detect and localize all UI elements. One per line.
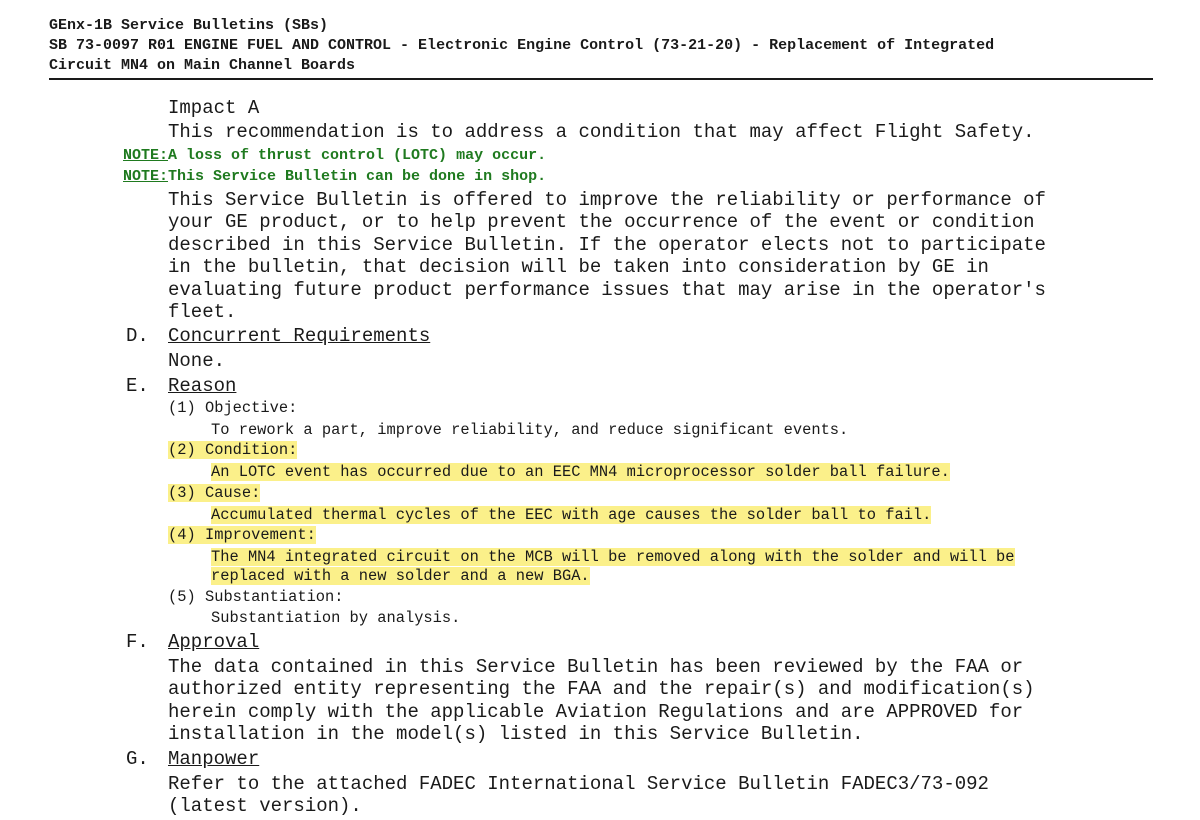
item-label: Substantiation: [204,588,344,606]
reason-objective-text: To rework a part, improve reliability, and reduce significant events. [211,421,849,439]
section-e-letter: E. [126,375,149,397]
highlighted-text: An LOTC event has occurred due to an EEC MN4 microprocessor solder ball failure. [211,463,950,481]
item-label: Cause: [204,484,261,502]
document-title: GEnx-1B Service Bulletins (SBs) [49,17,329,34]
approval-text-line: herein comply with the applicable Aviation Regulations and are APPROVED for [168,701,1024,723]
section-f-letter: F. [126,631,149,653]
note-label: NOTE: [123,168,169,185]
item-number: (5) [168,588,196,606]
offer-paragraph-line: evaluating future product performance issues that may arise in the operator's [168,279,1046,301]
reason-substantiation-heading [168,588,344,607]
section-d-text: None. [168,350,226,372]
bulletin-title-line-2: Circuit MN4 on Main Channel Boards [49,57,356,74]
header-divider [49,78,1153,80]
offer-paragraph-line: your GE product, or to help prevent the occurrence of the event or condition [168,211,1035,233]
manpower-text-line: (latest version). [168,795,362,817]
section-f-title: Approval [168,631,260,653]
highlighted-text: replaced with a new solder and a new BGA. [211,567,590,585]
impact-title: Impact A [168,97,260,119]
note-text: This Service Bulletin can be done in shop. [168,168,547,185]
offer-paragraph-line: described in this Service Bulletin. If the operator elects not to participate [168,234,1046,256]
reason-improvement-text [211,548,1015,567]
reason-substantiation-text: Substantiation by analysis. [211,609,461,627]
section-g-title: Manpower [168,748,260,770]
item-number: (2) [168,441,196,459]
section-g-letter: G. [126,748,149,770]
reason-objective-heading [168,399,297,418]
note-label: NOTE: [123,147,169,164]
approval-text-line: The data contained in this Service Bulletin has been reviewed by the FAA or [168,656,1024,678]
approval-text-line: authorized entity representing the FAA and the repair(s) and modification(s) [168,678,1035,700]
item-label: Condition: [204,441,298,459]
offer-paragraph-line: fleet. [168,301,237,323]
item-label: Improvement: [204,526,316,544]
item-number: (3) [168,484,196,502]
note-text: A loss of thrust control (LOTC) may occur. [168,147,547,164]
section-d-letter: D. [126,325,149,347]
note-lotc [123,146,546,165]
highlighted-text: Accumulated thermal cycles of the EEC with age causes the solder ball to fail. [211,506,932,524]
reason-improvement-heading [168,526,316,545]
approval-text-line: installation in the model(s) listed in this Service Bulletin. [168,723,864,745]
item-number: (1) [168,399,196,417]
item-label: Objective: [204,399,298,417]
reason-condition-heading [168,441,297,460]
impact-text: This recommendation is to address a condition that may affect Flight Safety. [168,121,1035,143]
note-shop [123,167,546,186]
section-e-title: Reason [168,375,237,397]
manpower-text-line: Refer to the attached FADEC International Service Bulletin FADEC3/73-092 [168,773,989,795]
highlighted-text: The MN4 integrated circuit on the MCB will be removed along with the solder and will be [211,548,1015,566]
item-number: (4) [168,526,196,544]
offer-paragraph-line: This Service Bulletin is offered to improve the reliability or performance of [168,189,1046,211]
offer-paragraph-line: in the bulletin, that decision will be taken into consideration by GE in [168,256,989,278]
reason-condition-text [211,463,950,482]
section-d-title: Concurrent Requirements [168,325,431,347]
reason-improvement-text [211,567,590,586]
document-header [49,16,1153,76]
reason-cause-heading [168,484,260,503]
reason-cause-text [211,506,931,525]
bulletin-title-line-1: SB 73-0097 R01 ENGINE FUEL AND CONTROL - Electronic Engine Control (73-21-20) - Replacement of Integrated [49,37,995,54]
